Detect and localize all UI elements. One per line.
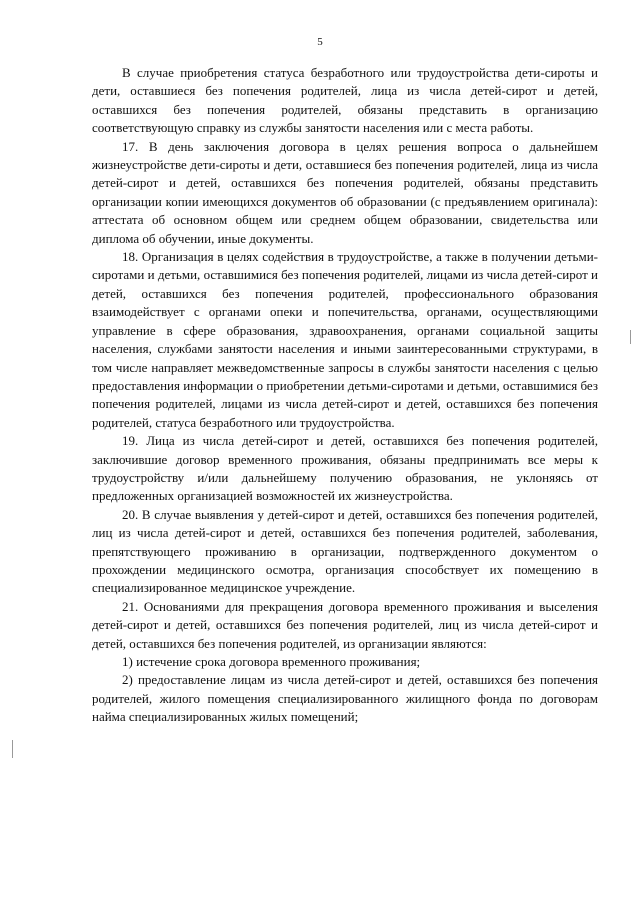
paragraph: 21. Основаниями для прекращения договора временного проживания и выселения детей-сирот и детей, оставшихся без попечения родителей, лиц из числа детей-сирот и детей, оставшихся без попечения родителей, из организации являются: — [92, 598, 598, 651]
scan-mark — [12, 740, 13, 758]
paragraph: 2) предоставление лицам из числа детей-сирот и детей, оставшихся без попечения родителей, жилого помещения специализированного жилищного фонда по договорам найма специализированных жилых помещений; — [92, 672, 598, 725]
document-body — [92, 64, 598, 727]
paragraph: 18. Организация в целях содействия в трудоустройстве, а также в получении детьми-сиротами и детьми, оставшимися без попечения родителей, лицами из числа детей-сирот и детей, оставшихся без попечения родителей, профессионального образования взаимодействует с органами опеки и попечительства, органами, осуществляющими управление в сфере образования, здравоохранения, органами социальной защиты населения, службами занятости населения и иными заинтересованными структурами, в том числе направляет межведомственные запросы в службы занятости населения с целью предоставления информации о приобретении детьми-сиротами и детьми, оставшимися без попечения родителей, лицами из числа детей-сирот и детей, оставшихся без попечения родителей, статуса безработного или трудоустройства. — [92, 249, 598, 430]
paragraph: В случае приобретения статуса безработного или трудоустройства дети-сироты и дети, оставшиеся без попечения родителей, лица из числа детей-сирот и детей, оставшихся без попечения родителей, обязаны представить в организацию соответствующую справку из службы занятости населения или с места работы. — [92, 65, 598, 136]
scan-mark — [630, 330, 631, 344]
page-number: 5 — [317, 36, 323, 48]
paragraph: 17. В день заключения договора в целях решения вопроса о дальнейшем жизнеустройстве дети-сироты и дети, оставшиеся без попечения родителей, лица из числа детей-сирот и детей, оставшихся без попечения родителей, обязаны представить организации копии имеющихся документов об образовании (с предъявлением оригинала): аттестата об основном общем или среднем общем образовании, свидетельства или диплома об обучении, иные документы. — [92, 138, 598, 246]
paragraph: 20. В случае выявления у детей-сирот и детей, оставшихся без попечения родителей, лиц из числа детей-сирот и детей, оставшихся без попечения родителей, заболевания, препятствующего проживанию в организации, подтвержденного документом о прохождении медицинского осмотра, организация способствует их помещению в специализированное медицинское учреждение. — [92, 506, 598, 596]
paragraph: 1) истечение срока договора временного проживания; — [122, 654, 421, 669]
paragraph: 19. Лица из числа детей-сирот и детей, оставшихся без попечения родителей, заключившие договор временного проживания, обязаны предпринимать все меры к трудоустройству и/или дальнейшему получению образования, не уклоняясь от предложенных организацией возможностей их жизнеустройства. — [92, 433, 598, 504]
